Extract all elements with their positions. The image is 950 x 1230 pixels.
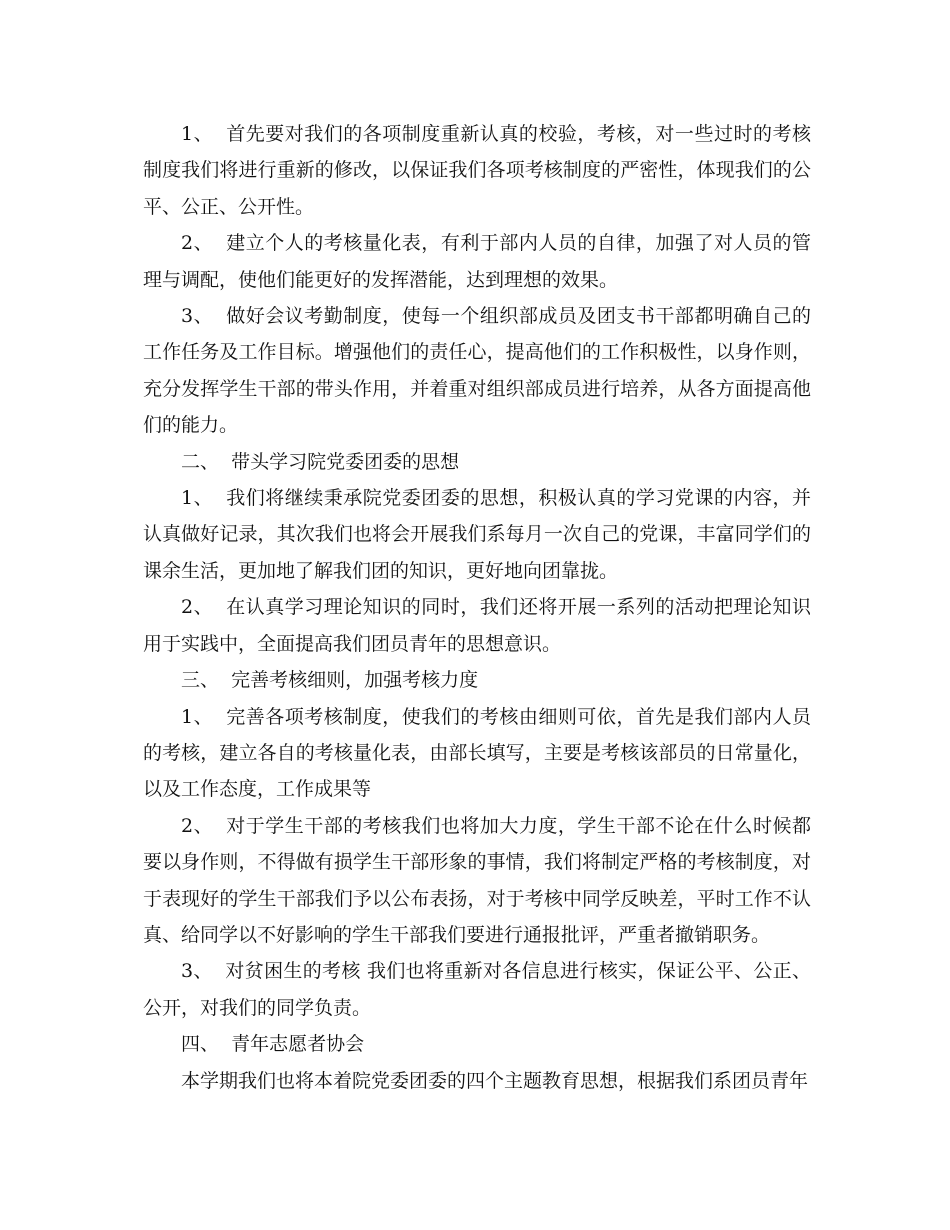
- section-heading-2: 二、 带头学习院党委团委的思想: [181, 450, 460, 473]
- paragraph-item-3-2: 2、 对于学生干部的考核我们也将加大力度，学生干部不论在什么时候都要以身作则，不得做有损学生干部形象的事情，我们将制定严格的考核制度，对于表现好的学生干部我们予以公布表扬，对于考核中同学反映差，平时工作不认真、给同学以不好影响的学生干部我们要进行通报批评，严重者撤销职务。: [143, 814, 811, 946]
- paragraph-item-3: 3、 做好会议考勤制度，使每一个组织部成员及团支书干部都明确自己的工作任务及工作目标。增强他们的责任心，提高他们的工作积极性，以身作则，充分发挥学生干部的带头作用，并着重对组织部成员进行培养，从各方面提高他们的能力。: [143, 305, 811, 437]
- paragraph-item-2: 2、 建立个人的考核量化表，有利于部内人员的自律，加强了对人员的管理与调配，使他们能更好的发挥潜能，达到理想的效果。: [143, 232, 811, 291]
- paragraph-item-1: 1、 首先要对我们的各项制度重新认真的校验，考核，对一些过时的考核制度我们将进行重新的修改，以保证我们各项考核制度的严密性，体现我们的公平、公正、公开性。: [143, 123, 811, 218]
- section-heading-4: 四、 青年志愿者协会: [181, 1033, 365, 1056]
- paragraph-item-2-2: 2、 在认真学习理论知识的同时，我们还将开展一系列的活动把理论知识用于实践中，全面提高我们团员青年的思想意识。: [143, 596, 811, 655]
- document-body: [143, 116, 811, 1099]
- paragraph-item-2-1: 1、 我们将继续秉承院党委团委的思想，积极认真的学习党课的内容，并认真做好记录，其次我们也将会开展我们系每月一次自己的党课，丰富同学们的课余生活，更加地了解我们团的知识，更好地向团靠拢。: [143, 487, 811, 582]
- paragraph-item-3-3: 3、 对贫困生的考核 我们也将重新对各信息进行核实，保证公平、公正、公开，对我们的同学负责。: [143, 960, 811, 1019]
- section-heading-3: 三、 完善考核细则，加强考核力度: [181, 669, 479, 692]
- paragraph-item-3-1: 1、 完善各项考核制度，使我们的考核由细则可依，首先是我们部内人员的考核，建立各自的考核量化表，由部长填写，主要是考核该部员的日常量化，以及工作态度，工作成果等: [143, 705, 811, 801]
- paragraph-item-4-1: 本学期我们也将本着院党委团委的四个主题教育思想，根据我们系团员青年: [181, 1069, 809, 1092]
